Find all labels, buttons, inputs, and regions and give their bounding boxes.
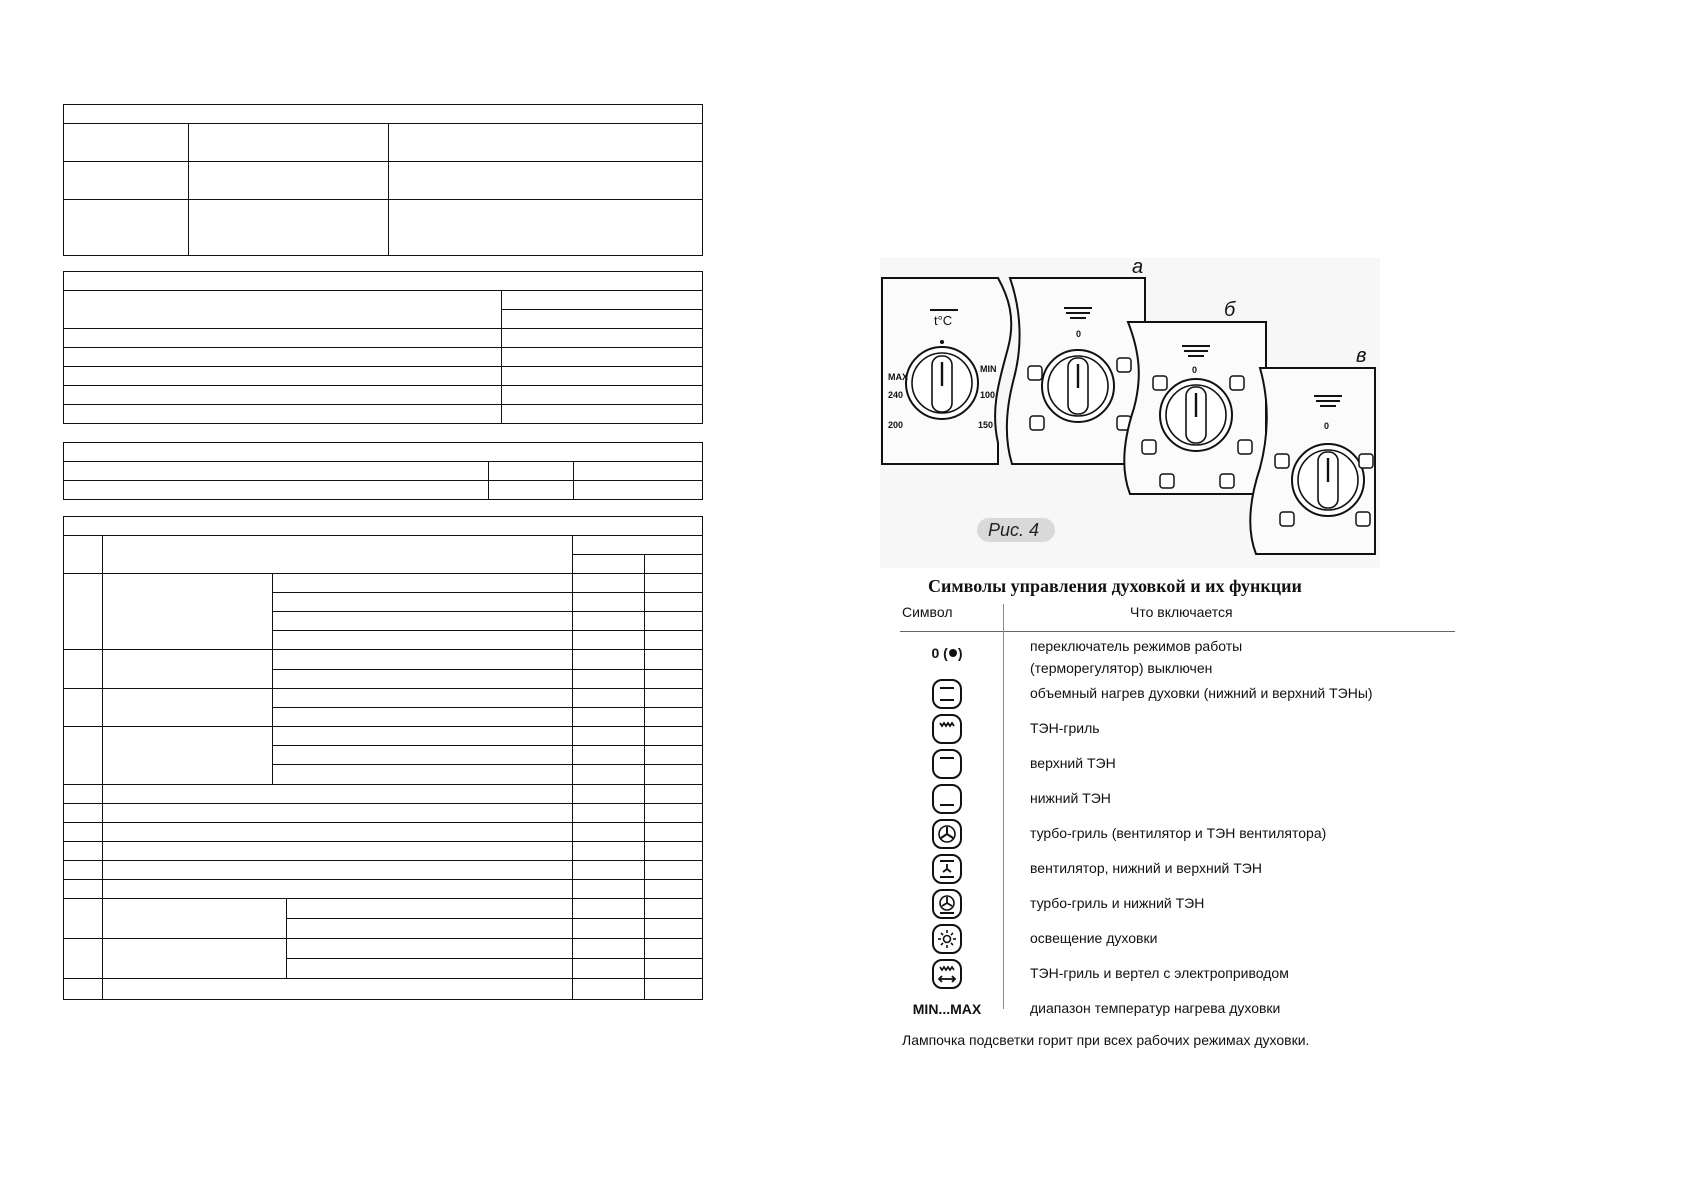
- symbol-row-off: 0 ( ) переключатель режимов работы (терморегулятор) выключен: [931, 638, 1243, 676]
- bottom-heat-icon: [931, 784, 963, 814]
- form-table-3: [63, 442, 703, 500]
- symbols-footnote: Лампочка подсветки горит при всех рабочих режимах духовки.: [902, 1032, 1310, 1048]
- symbol-row-top: верхний ТЭН: [898, 749, 1458, 779]
- symbol-row-fan: турбо-гриль (вентилятор и ТЭН вентилятора): [898, 819, 1458, 849]
- thermostat-symbol: t°C: [934, 313, 953, 328]
- panel-b-label: б: [1224, 299, 1236, 321]
- panel-a: [1007, 258, 1145, 464]
- fan-top-bottom-icon: [931, 854, 963, 884]
- svg-text:Рис. 4: Рис. 4: [988, 520, 1040, 540]
- symbol-row-top-bottom: объемный нагрев духовки (нижний и верхний ТЭНы): [898, 679, 1458, 709]
- symbols-col-function: Что включается: [1130, 604, 1233, 620]
- fan-bottom-icon: [931, 889, 963, 919]
- top-heat-icon: [931, 749, 963, 779]
- symbols-title: Символы управления духовкой и их функции: [928, 576, 1302, 596]
- symbol-row-light: освещение духовки: [898, 924, 1458, 954]
- symbols-divider: [900, 631, 1455, 632]
- thermostat-min-label: MIN: [980, 364, 997, 374]
- thermostat-max-label: MAX: [888, 372, 908, 382]
- thermostat-240-label: 240: [888, 390, 904, 400]
- grill-icon: [931, 714, 963, 744]
- panel-c: [1250, 345, 1375, 554]
- form-table-2: [63, 271, 703, 424]
- symbol-row-fan-top-bottom: вентилятор, нижний и верхний ТЭН: [898, 854, 1458, 884]
- svg-text:0: 0: [1324, 421, 1330, 431]
- top-bottom-heat-icon: [931, 679, 963, 709]
- thermostat-150-label: 150: [978, 420, 994, 430]
- panel-c-label: в: [1356, 345, 1367, 367]
- panel-b: [1124, 299, 1266, 494]
- control-panels-figure: [880, 258, 1380, 568]
- fan-icon: [931, 819, 963, 849]
- svg-text:0: 0: [1192, 365, 1198, 375]
- symbols-col-symbol: Символ: [902, 604, 953, 620]
- grill-spit-icon: [931, 959, 963, 989]
- light-icon: [931, 924, 963, 954]
- figure-caption: [977, 518, 1055, 542]
- symbol-row-min-max: MIN...MAX диапазон температур нагрева духовки: [912, 1000, 1281, 1017]
- form-table-4: [63, 516, 703, 1000]
- panel-thermostat: [882, 278, 1011, 464]
- symbol-row-bottom: нижний ТЭН: [898, 784, 1458, 814]
- thermostat-200-label: 200: [888, 420, 904, 430]
- symbol-row-fan-bottom: турбо-гриль и нижний ТЭН: [898, 889, 1458, 919]
- symbol-row-grill: ТЭН-гриль: [898, 714, 1458, 744]
- panel-a-label: а: [1132, 258, 1144, 278]
- svg-text:0: 0: [1076, 329, 1082, 339]
- form-table-1: [63, 104, 703, 256]
- off-dot-icon: [949, 649, 957, 657]
- thermostat-100-label: 100: [980, 390, 996, 400]
- symbol-row-grill-spit: ТЭН-гриль и вертел с электроприводом: [898, 959, 1458, 989]
